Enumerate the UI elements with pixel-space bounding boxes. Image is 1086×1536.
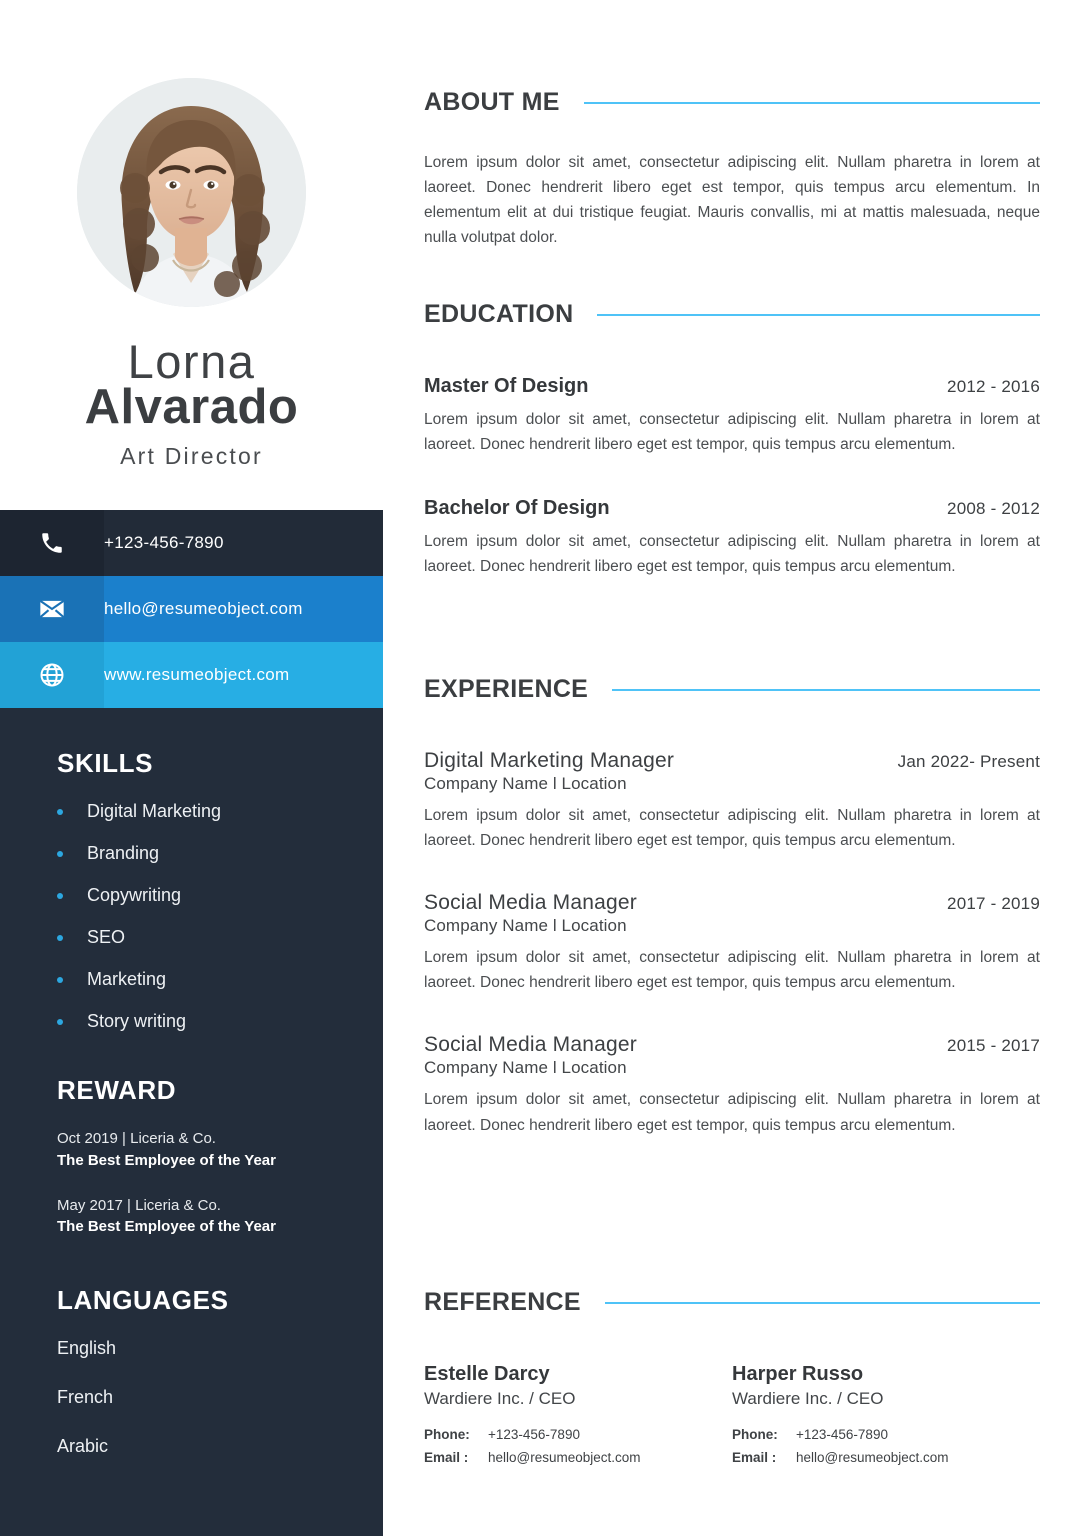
list-item bbox=[57, 885, 367, 906]
email-label: Email : bbox=[732, 1450, 777, 1466]
bullet-icon bbox=[57, 809, 63, 815]
phone-label: Phone: bbox=[732, 1427, 778, 1442]
bullet-icon bbox=[57, 935, 63, 941]
experience-section bbox=[424, 675, 1040, 1138]
education-header bbox=[424, 300, 1040, 329]
email-value: hello@resumeobject.com bbox=[796, 1450, 949, 1466]
phone-icon bbox=[0, 510, 104, 576]
first-name: Lorna bbox=[127, 335, 256, 388]
reward-meta: May 2017 | Liceria & Co. bbox=[57, 1196, 221, 1214]
job-description: Lorem ipsum dolor sit amet, consectetur adipiscing elit. Nullam pharetra in lorem at laoreet. Donec hendrerit libero eget est tempor, quis tempus arcu elementum. bbox=[424, 1091, 1040, 1134]
job-company: Company Name l Location bbox=[424, 1058, 627, 1078]
experience-entry bbox=[424, 891, 1040, 995]
bullet-icon bbox=[57, 893, 63, 899]
contact-row-phone[interactable] bbox=[0, 510, 383, 576]
skills-heading: SKILLS bbox=[57, 748, 154, 778]
education-entry bbox=[424, 375, 1040, 457]
email-value: hello@resumeobject.com bbox=[104, 599, 303, 618]
about-section bbox=[424, 88, 1040, 250]
job-date: 2015 - 2017 bbox=[947, 1036, 1040, 1056]
entry-header bbox=[424, 497, 1040, 520]
reward-meta: Oct 2019 | Liceria & Co. bbox=[57, 1130, 216, 1147]
skill-label: Branding bbox=[87, 843, 160, 863]
phone-value: +123-456-7890 bbox=[104, 533, 224, 552]
portrait-illustration bbox=[77, 78, 306, 307]
contact-row-email[interactable] bbox=[0, 576, 383, 642]
list-item bbox=[57, 1011, 367, 1032]
reference-contact bbox=[424, 1423, 732, 1469]
reference-contact bbox=[732, 1423, 1040, 1469]
bullet-icon bbox=[57, 1019, 63, 1025]
bullet-icon bbox=[57, 851, 63, 857]
skill-label: Marketing bbox=[87, 969, 167, 989]
reference-card bbox=[732, 1363, 1040, 1469]
reference-name: Harper Russo bbox=[732, 1363, 864, 1385]
skills-section bbox=[57, 748, 367, 1053]
section-title: EDUCATION bbox=[424, 300, 574, 328]
reward-entry bbox=[57, 1128, 367, 1172]
reference-phone-line bbox=[424, 1423, 732, 1446]
education-section bbox=[424, 300, 1040, 579]
job-title: Social Media Manager bbox=[424, 1033, 637, 1057]
reference-email-line bbox=[732, 1446, 1040, 1469]
section-rule bbox=[612, 689, 1040, 691]
reward-title: The Best Employee of the Year bbox=[57, 1218, 276, 1236]
globe-icon bbox=[0, 642, 104, 708]
reference-role: Wardiere Inc. / CEO bbox=[424, 1389, 576, 1408]
entry-header bbox=[424, 891, 1040, 915]
job-company: Company Name l Location bbox=[424, 774, 627, 793]
reference-role: Wardiere Inc. / CEO bbox=[732, 1389, 884, 1408]
experience-header bbox=[424, 675, 1040, 704]
degree-description: Lorem ipsum dolor sit amet, consectetur adipiscing elit. Nullam pharetra in lorem at laoreet. Donec hendrerit libero eget est tempor, quis tempus arcu elementum. bbox=[424, 533, 1040, 576]
reference-name: Estelle Darcy bbox=[424, 1363, 550, 1385]
list-item: Arabic bbox=[57, 1436, 109, 1456]
reward-section bbox=[57, 1075, 367, 1261]
website-value: www.resumeobject.com bbox=[104, 665, 290, 684]
reward-heading: REWARD bbox=[57, 1075, 177, 1105]
envelope-icon bbox=[0, 576, 104, 642]
reference-phone-line bbox=[732, 1423, 1040, 1446]
education-entry bbox=[424, 497, 1040, 579]
degree-title: Master Of Design bbox=[424, 375, 589, 397]
list-item bbox=[57, 927, 367, 948]
skills-list bbox=[57, 801, 367, 1032]
list-item bbox=[57, 969, 367, 990]
job-date: 2017 - 2019 bbox=[947, 894, 1040, 914]
list-item bbox=[57, 801, 367, 822]
experience-entry bbox=[424, 1033, 1040, 1137]
skill-label: SEO bbox=[87, 927, 126, 947]
about-header bbox=[424, 88, 1040, 117]
entry-header bbox=[424, 749, 1040, 773]
about-text: Lorem ipsum dolor sit amet, consectetur adipiscing elit. Nullam pharetra in lorem at laoreet. Donec hendrerit libero eget est tempor, quis tempus arcu elementum. In elementum elit at dui tristique feugiat. Mauris convallis, mi at mattis malesuada, neque nulla volutpat dolor. bbox=[424, 154, 1040, 247]
reference-header bbox=[424, 1288, 1040, 1317]
entry-header bbox=[424, 375, 1040, 398]
job-description: Lorem ipsum dolor sit amet, consectetur adipiscing elit. Nullam pharetra in lorem at laoreet. Donec hendrerit libero eget est tempor, quis tempus arcu elementum. bbox=[424, 807, 1040, 850]
job-title: Social Media Manager bbox=[424, 891, 637, 915]
job-title: Art Director bbox=[120, 443, 263, 470]
job-company: Company Name l Location bbox=[424, 916, 627, 936]
degree-description: Lorem ipsum dolor sit amet, consectetur adipiscing elit. Nullam pharetra in lorem at laoreet. Donec hendrerit libero eget est tempor, quis tempus arcu elementum. bbox=[424, 411, 1040, 454]
list-item: French bbox=[57, 1387, 114, 1407]
email-value: hello@resumeobject.com bbox=[488, 1450, 641, 1466]
skill-label: Copywriting bbox=[87, 885, 182, 905]
degree-date: 2008 - 2012 bbox=[947, 499, 1040, 519]
entry-header bbox=[424, 1033, 1040, 1057]
phone-label: Phone: bbox=[424, 1427, 470, 1442]
section-rule bbox=[605, 1302, 1040, 1304]
list-item: English bbox=[57, 1338, 117, 1358]
skill-label: Story writing bbox=[87, 1011, 187, 1031]
name-block bbox=[0, 335, 383, 470]
last-name: Alvarado bbox=[84, 380, 299, 434]
degree-date: 2012 - 2016 bbox=[947, 377, 1040, 396]
profile-photo bbox=[77, 78, 306, 307]
job-date: Jan 2022- Present bbox=[897, 752, 1040, 771]
section-rule bbox=[584, 102, 1040, 104]
reward-entry bbox=[57, 1195, 367, 1239]
phone-value: +123-456-7890 bbox=[488, 1427, 580, 1442]
contact-row-website[interactable] bbox=[0, 642, 383, 708]
job-description: Lorem ipsum dolor sit amet, consectetur adipiscing elit. Nullam pharetra in lorem at laoreet. Donec hendrerit libero eget est tempor, quis tempus arcu elementum. bbox=[424, 949, 1040, 992]
languages-heading: LANGUAGES bbox=[57, 1285, 229, 1315]
reference-grid bbox=[424, 1363, 1040, 1469]
job-title: Digital Marketing Manager bbox=[424, 749, 675, 772]
reference-card bbox=[424, 1363, 732, 1469]
skill-label: Digital Marketing bbox=[87, 801, 222, 821]
reward-title: The Best Employee of the Year bbox=[57, 1151, 276, 1169]
email-label: Email : bbox=[424, 1450, 469, 1466]
section-rule bbox=[597, 314, 1040, 316]
section-title: ABOUT ME bbox=[424, 88, 560, 116]
section-title: REFERENCE bbox=[424, 1288, 581, 1316]
section-title: EXPERIENCE bbox=[424, 675, 589, 703]
phone-value: +123-456-7890 bbox=[796, 1427, 888, 1442]
reference-email-line bbox=[424, 1446, 732, 1469]
languages-section bbox=[57, 1285, 367, 1485]
degree-title: Bachelor Of Design bbox=[424, 497, 610, 520]
contact-list bbox=[0, 510, 383, 708]
list-item bbox=[57, 843, 367, 864]
experience-entry bbox=[424, 749, 1040, 853]
reference-section bbox=[424, 1288, 1040, 1469]
bullet-icon bbox=[57, 977, 63, 983]
